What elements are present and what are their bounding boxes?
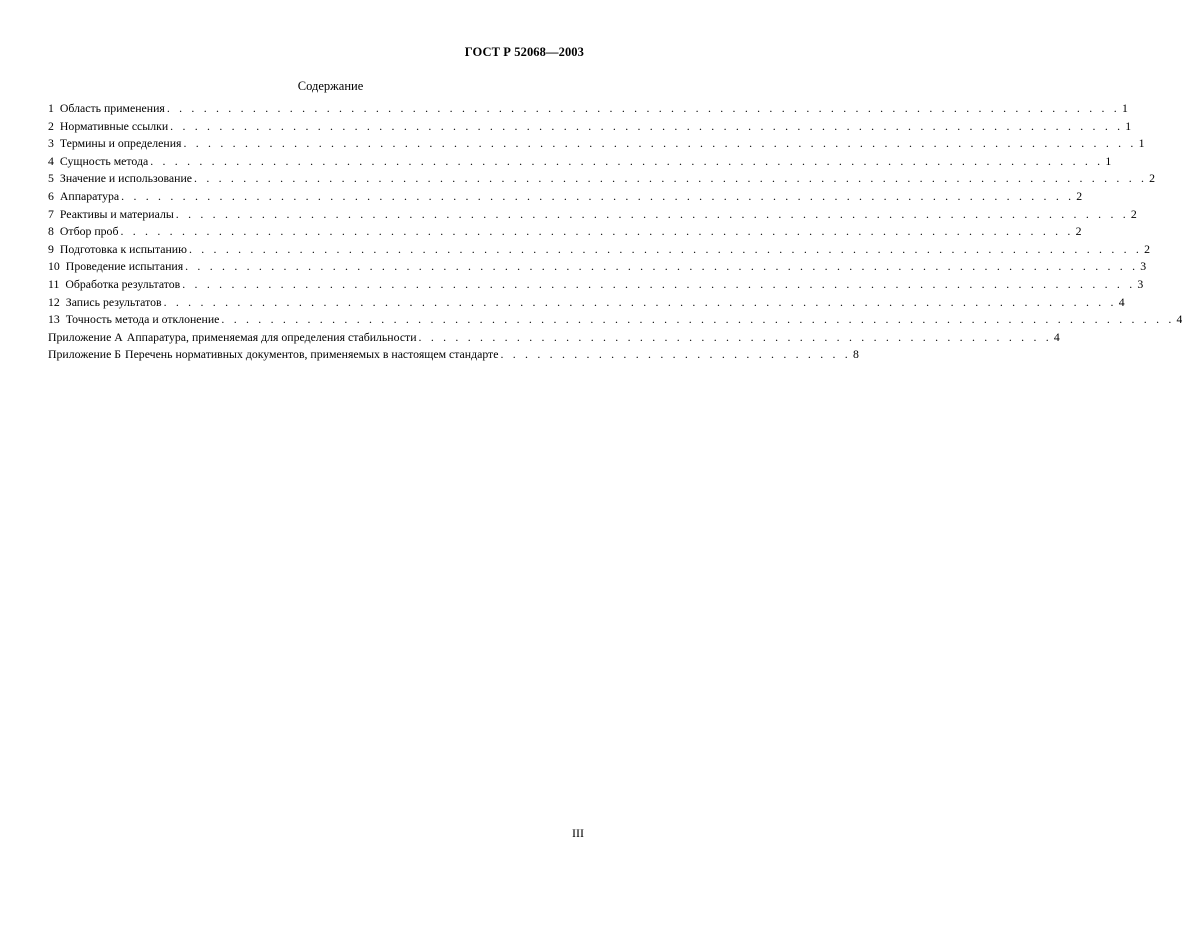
toc-leader-dots: . . . . . . . . . . . . . . . . . . . . . . . . . . . . . . . . . . . . . . . . . . . . . . . . . . . . . . . . . . . . . . . . . . . . . . . . . . . . . . xyxy=(120,224,1074,239)
toc-entry-page: 2 xyxy=(1149,171,1156,186)
toc-entry-page: 4 xyxy=(1118,294,1125,309)
toc-entry[interactable] xyxy=(48,259,1147,277)
toc-entry-label: Отбор проб xyxy=(59,224,119,239)
toc-entry[interactable] xyxy=(48,241,1150,260)
toc-entry-page: 2 xyxy=(1075,224,1082,239)
toc-entry-label: Область применения xyxy=(59,101,165,115)
toc-entry[interactable] xyxy=(48,312,1182,330)
toc-leader-dots: . . . . . . . . . . . . . . . . . . . . . . . . . . . . . . . . . . . . . . . . . . . . . . . . . . . . . . . . . . . . . . . . . . . . . . . . . . . . . . xyxy=(150,153,1104,168)
toc-leader-dots: . . . . . . . . . . . . . . . . . . . . . . . . . . . . . . . . . . . . . . . . . . . . . . . . . . . . xyxy=(418,329,1052,344)
toc-leader-dots: . . . . . . . . . . . . . . . . . . . . . . . . . . . . . . . . . . . . . . . . . . . . . . . . . . . . . . . . . . . . . . . . . . . . . . . . . . . . . . xyxy=(194,171,1148,186)
toc-entry-number: 5 xyxy=(48,171,54,186)
toc-entry[interactable] xyxy=(48,224,1082,242)
toc-entry[interactable] xyxy=(48,188,1083,207)
page-number: III xyxy=(572,826,584,840)
toc-entry-label: Точность метода и отклонение xyxy=(65,312,220,327)
toc-entry[interactable] xyxy=(48,118,1132,137)
toc-entry-label: Нормативные ссылки xyxy=(59,118,169,133)
toc-entry-page: 1 xyxy=(1138,136,1145,151)
toc-leader-dots: . . . . . . . . . . . . . . . . . . . . . . . . . . . . . . . . . . . . . . . . . . . . . . . . . . . . . . . . . . . . . . . . . . . . . . . . . . . . . . xyxy=(221,312,1175,327)
toc-entry[interactable] xyxy=(48,171,1156,189)
toc-entry-number: 4 xyxy=(48,153,54,168)
toc-leader-dots: . . . . . . . . . . . . . . . . . . . . . . . . . . . . . . . . . . . . . . . . . . . . . . . . . . . . . . . . . . . . . . . . . . . . . . . . . . . . . . xyxy=(166,101,1120,115)
toc-entry-page: 1 xyxy=(1105,153,1112,168)
toc-annex-label: Перечень нормативных документов, применяемых в настоящем стандарте xyxy=(125,347,499,362)
toc-entry-number: 8 xyxy=(48,224,54,239)
toc-entry-label: Запись результатов xyxy=(65,294,162,309)
toc-annex-prefix: Приложение Б xyxy=(48,347,122,362)
toc-entry[interactable] xyxy=(48,206,1137,225)
toc-entry-number: 11 xyxy=(48,276,60,291)
toc-leader-dots: . . . . . . . . . . . . . . . . . . . . . . . . . . . . . . . . . . . . . . . . . . . . . . . . . . . . . . . . . . . . . . . . . . . . . . . . . . . . . . xyxy=(183,136,1137,151)
toc-entry-page: 2 xyxy=(1144,241,1150,256)
toc-entry-label: Термины и определения xyxy=(59,136,182,151)
toc-entry-label: Обработка результатов xyxy=(65,276,181,291)
toc-entry-label: Реактивы и материалы xyxy=(59,206,174,221)
toc-entry-label: Проведение испытания xyxy=(65,259,184,274)
table-of-contents xyxy=(48,101,1182,365)
toc-entry-page: 1 xyxy=(1125,118,1132,133)
toc-entry-page: 3 xyxy=(1140,259,1147,274)
toc-leader-dots: . . . . . . . . . . . . . . . . . . . . . . . . . . . . . . . . . . . . . . . . . . . . . . . . . . . . . . . . . . . . . . . . . . . . . . . . . . . . . . xyxy=(175,206,1129,221)
toc-entry[interactable] xyxy=(48,136,1145,154)
toc-annex-label: Аппаратура, применяемая для определения стабильности xyxy=(126,329,417,344)
toc-entry-page: 2 xyxy=(1130,206,1137,221)
toc-leader-dots: . . . . . . . . . . . . . . . . . . . . . . . . . . . . . xyxy=(500,347,851,362)
toc-leader-dots: . . . . . . . . . . . . . . . . . . . . . . . . . . . . . . . . . . . . . . . . . . . . . . . . . . . . . . . . . . . . . . . . . . . . . . . . . . . . . . xyxy=(182,276,1136,291)
toc-annex-entry[interactable] xyxy=(48,329,1060,348)
toc-entry-page: 3 xyxy=(1137,276,1144,291)
toc-leader-dots: . . . . . . . . . . . . . . . . . . . . . . . . . . . . . . . . . . . . . . . . . . . . . . . . . . . . . . . . . . . . . . . . . . . . . . . . . . . . . . xyxy=(185,259,1139,274)
toc-entry-number: 9 xyxy=(48,241,54,256)
toc-entry-page: 4 xyxy=(1176,312,1182,327)
toc-entry-page: 1 xyxy=(1121,101,1128,115)
toc-entry-number: 6 xyxy=(48,188,54,203)
toc-leader-dots: . . . . . . . . . . . . . . . . . . . . . . . . . . . . . . . . . . . . . . . . . . . . . . . . . . . . . . . . . . . . . . . . . . . . . . . . . . . . . . xyxy=(188,241,1143,256)
toc-entry-number: 13 xyxy=(48,312,60,327)
toc-entry-label: Подготовка к испытанию xyxy=(59,241,187,256)
toc-entry-number: 10 xyxy=(48,259,60,274)
toc-entry-label: Сущность метода xyxy=(59,153,149,168)
toc-entry-page: 8 xyxy=(852,347,859,362)
toc-annex-prefix: Приложение А xyxy=(48,329,123,344)
toc-entry-number: 3 xyxy=(48,136,54,151)
toc-leader-dots: . . . . . . . . . . . . . . . . . . . . . . . . . . . . . . . . . . . . . . . . . . . . . . . . . . . . . . . . . . . . . . . . . . . . . . . . . . . . . . xyxy=(163,294,1117,309)
toc-entry-page: 4 xyxy=(1053,329,1060,344)
toc-entry[interactable] xyxy=(48,294,1125,313)
document-code: ГОСТ Р 52068—2003 xyxy=(464,45,584,59)
toc-entry[interactable] xyxy=(48,276,1144,295)
toc-leader-dots: . . . . . . . . . . . . . . . . . . . . . . . . . . . . . . . . . . . . . . . . . . . . . . . . . . . . . . . . . . . . . . . . . . . . . . . . . . . . . . xyxy=(170,118,1124,133)
toc-entry[interactable] xyxy=(48,101,1128,119)
toc-entry-label: Значение и использование xyxy=(59,171,193,186)
toc-title: Содержание xyxy=(297,79,364,93)
toc-entry-page: 2 xyxy=(1076,188,1083,203)
toc-entry-number: 7 xyxy=(48,206,54,221)
toc-annex-entry[interactable] xyxy=(48,347,859,365)
toc-leader-dots: . . . . . . . . . . . . . . . . . . . . . . . . . . . . . . . . . . . . . . . . . . . . . . . . . . . . . . . . . . . . . . . . . . . . . . . . . . . . . . xyxy=(121,188,1075,203)
toc-entry-number: 12 xyxy=(48,294,60,309)
toc-entry-label: Аппаратура xyxy=(59,188,120,203)
toc-entry[interactable] xyxy=(48,153,1112,172)
toc-entry-number: 1 xyxy=(48,101,54,115)
toc-entry-number: 2 xyxy=(48,118,54,133)
